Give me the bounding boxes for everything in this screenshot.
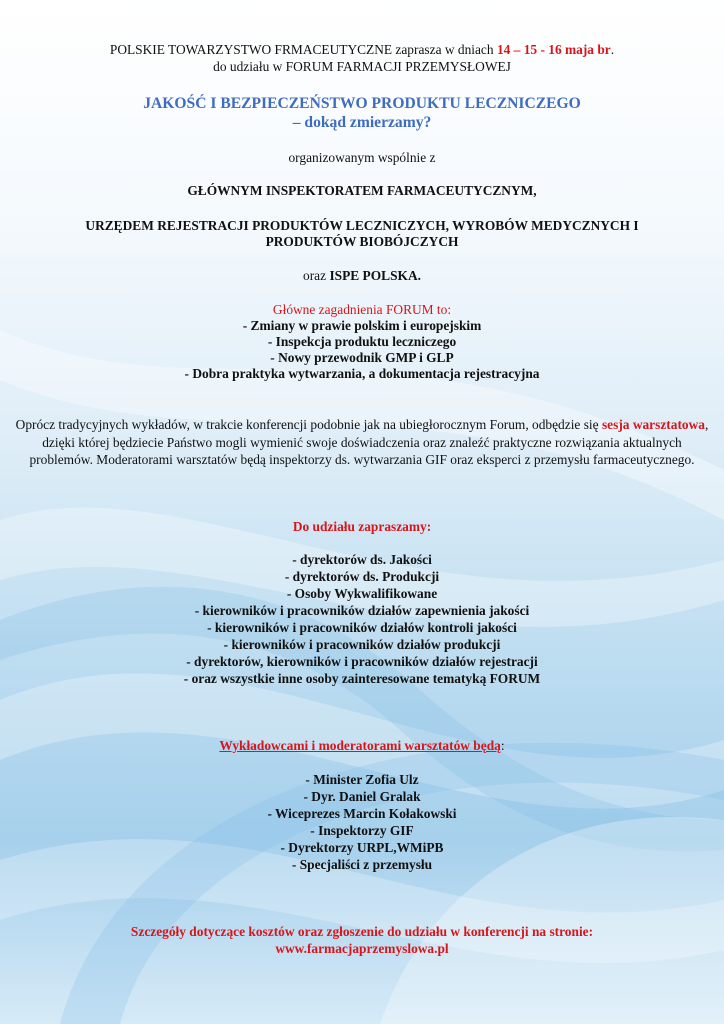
audience-item: - dyrektorów, kierowników i pracowników działów rejestracji: [186, 654, 538, 669]
speakers-heading: [0, 738, 724, 754]
header-invitation-text: POLSKIE TOWARZYSTWO FRMACEUTYCZNE zaprasza w dniach: [109, 42, 494, 57]
topic-item: - Zmiany w prawie polskim i europejskim: [242, 318, 482, 333]
organizer-urpl-line-2: PRODUKTÓW BIOBÓJCZYCH: [265, 234, 459, 249]
audience-item: - dyrektorów ds. Produkcji: [284, 569, 440, 584]
audience-item: - kierowników i pracowników działów kontroli jakości: [207, 620, 517, 635]
audience-heading: Do udziału zapraszamy:: [292, 519, 432, 534]
speaker-item: - Minister Zofia Ulz: [305, 772, 419, 787]
footer-website-link[interactable]: www.farmacjaprzemyslowa.pl: [275, 941, 449, 956]
event-subtitle: – dokąd zmierzamy?: [292, 114, 432, 131]
speakers-heading-colon: :: [500, 738, 505, 753]
organizer-ispe-prefix: oraz: [303, 268, 327, 283]
footer-details: Szczegóły dotyczące kosztów oraz zgłoszenie do udziału w konferencji na stronie:: [130, 924, 594, 939]
event-dates: 14 – 15 - 16 maja br: [496, 42, 611, 57]
audience-item: - kierowników i pracowników działów produkcji: [223, 637, 501, 652]
speaker-item: - Specjaliści z przemysłu: [291, 857, 433, 872]
speaker-item: - Dyr. Daniel Gralak: [303, 789, 421, 804]
speakers-heading-text: Wykładowcami i moderatorami warsztatów będą: [219, 738, 501, 753]
organizer-ispe-name: ISPE POLSKA.: [329, 268, 421, 283]
topic-item: - Dobra praktyka wytwarzania, a dokumentacja rejestracyjna: [184, 366, 540, 381]
topics-heading: Główne zagadnienia FORUM to:: [272, 302, 452, 317]
audience-item: - kierowników i pracowników działów zapewnienia jakości: [194, 603, 530, 618]
speaker-item: - Wiceprezes Marcin Kołakowski: [267, 806, 457, 821]
topic-item: - Inspekcja produktu leczniczego: [267, 334, 457, 349]
header-line-2: do udziału w FORUM FARMACJI PRZEMYSŁOWEJ: [213, 59, 511, 74]
description-text-2: , dzięki której będziecie Państwo mogli wymienić swoje doświadczenia oraz znaleźć praktyczne rozwiązania aktualnych problemów. Moderatorami warsztatów będą inspektorzy ds. wytwarzania GIF oraz eksperci z przemysłu farmaceutycznego.: [29, 417, 709, 468]
organizer-gif: GŁÓWNYM INSPEKTORATEM FARMACEUTYCZNYM,: [187, 183, 537, 198]
organizer-ispe: [0, 268, 724, 284]
event-title: JAKOŚĆ I BEZPIECZEŃSTWO PRODUKTU LECZNICZEGO: [143, 95, 581, 112]
header-period: .: [610, 42, 615, 57]
audience-item: - Osoby Wykwalifikowane: [286, 586, 438, 601]
description-paragraph: [14, 416, 710, 469]
header-line-1: [0, 42, 724, 58]
organizers-intro: organizowanym wspólnie z: [288, 150, 436, 165]
description-text-1: Oprócz tradycyjnych wykładów, w trakcie konferencji podobnie jak na ubiegłorocznym Forum, odbędzie się: [15, 417, 599, 432]
description-highlight: sesja warsztatowa: [601, 417, 705, 432]
speaker-item: - Inspektorzy GIF: [310, 823, 414, 838]
audience-item: - oraz wszystkie inne osoby zainteresowane tematyką FORUM: [183, 671, 541, 686]
topic-item: - Nowy przewodnik GMP i GLP: [270, 350, 454, 365]
organizer-urpl-line-1: URZĘDEM REJESTRACJI PRODUKTÓW LECZNICZYCH, WYROBÓW MEDYCZNYCH I: [85, 218, 639, 233]
audience-item: - dyrektorów ds. Jakości: [292, 552, 432, 567]
speaker-item: - Dyrektorzy URPL,WMiPB: [280, 840, 444, 855]
